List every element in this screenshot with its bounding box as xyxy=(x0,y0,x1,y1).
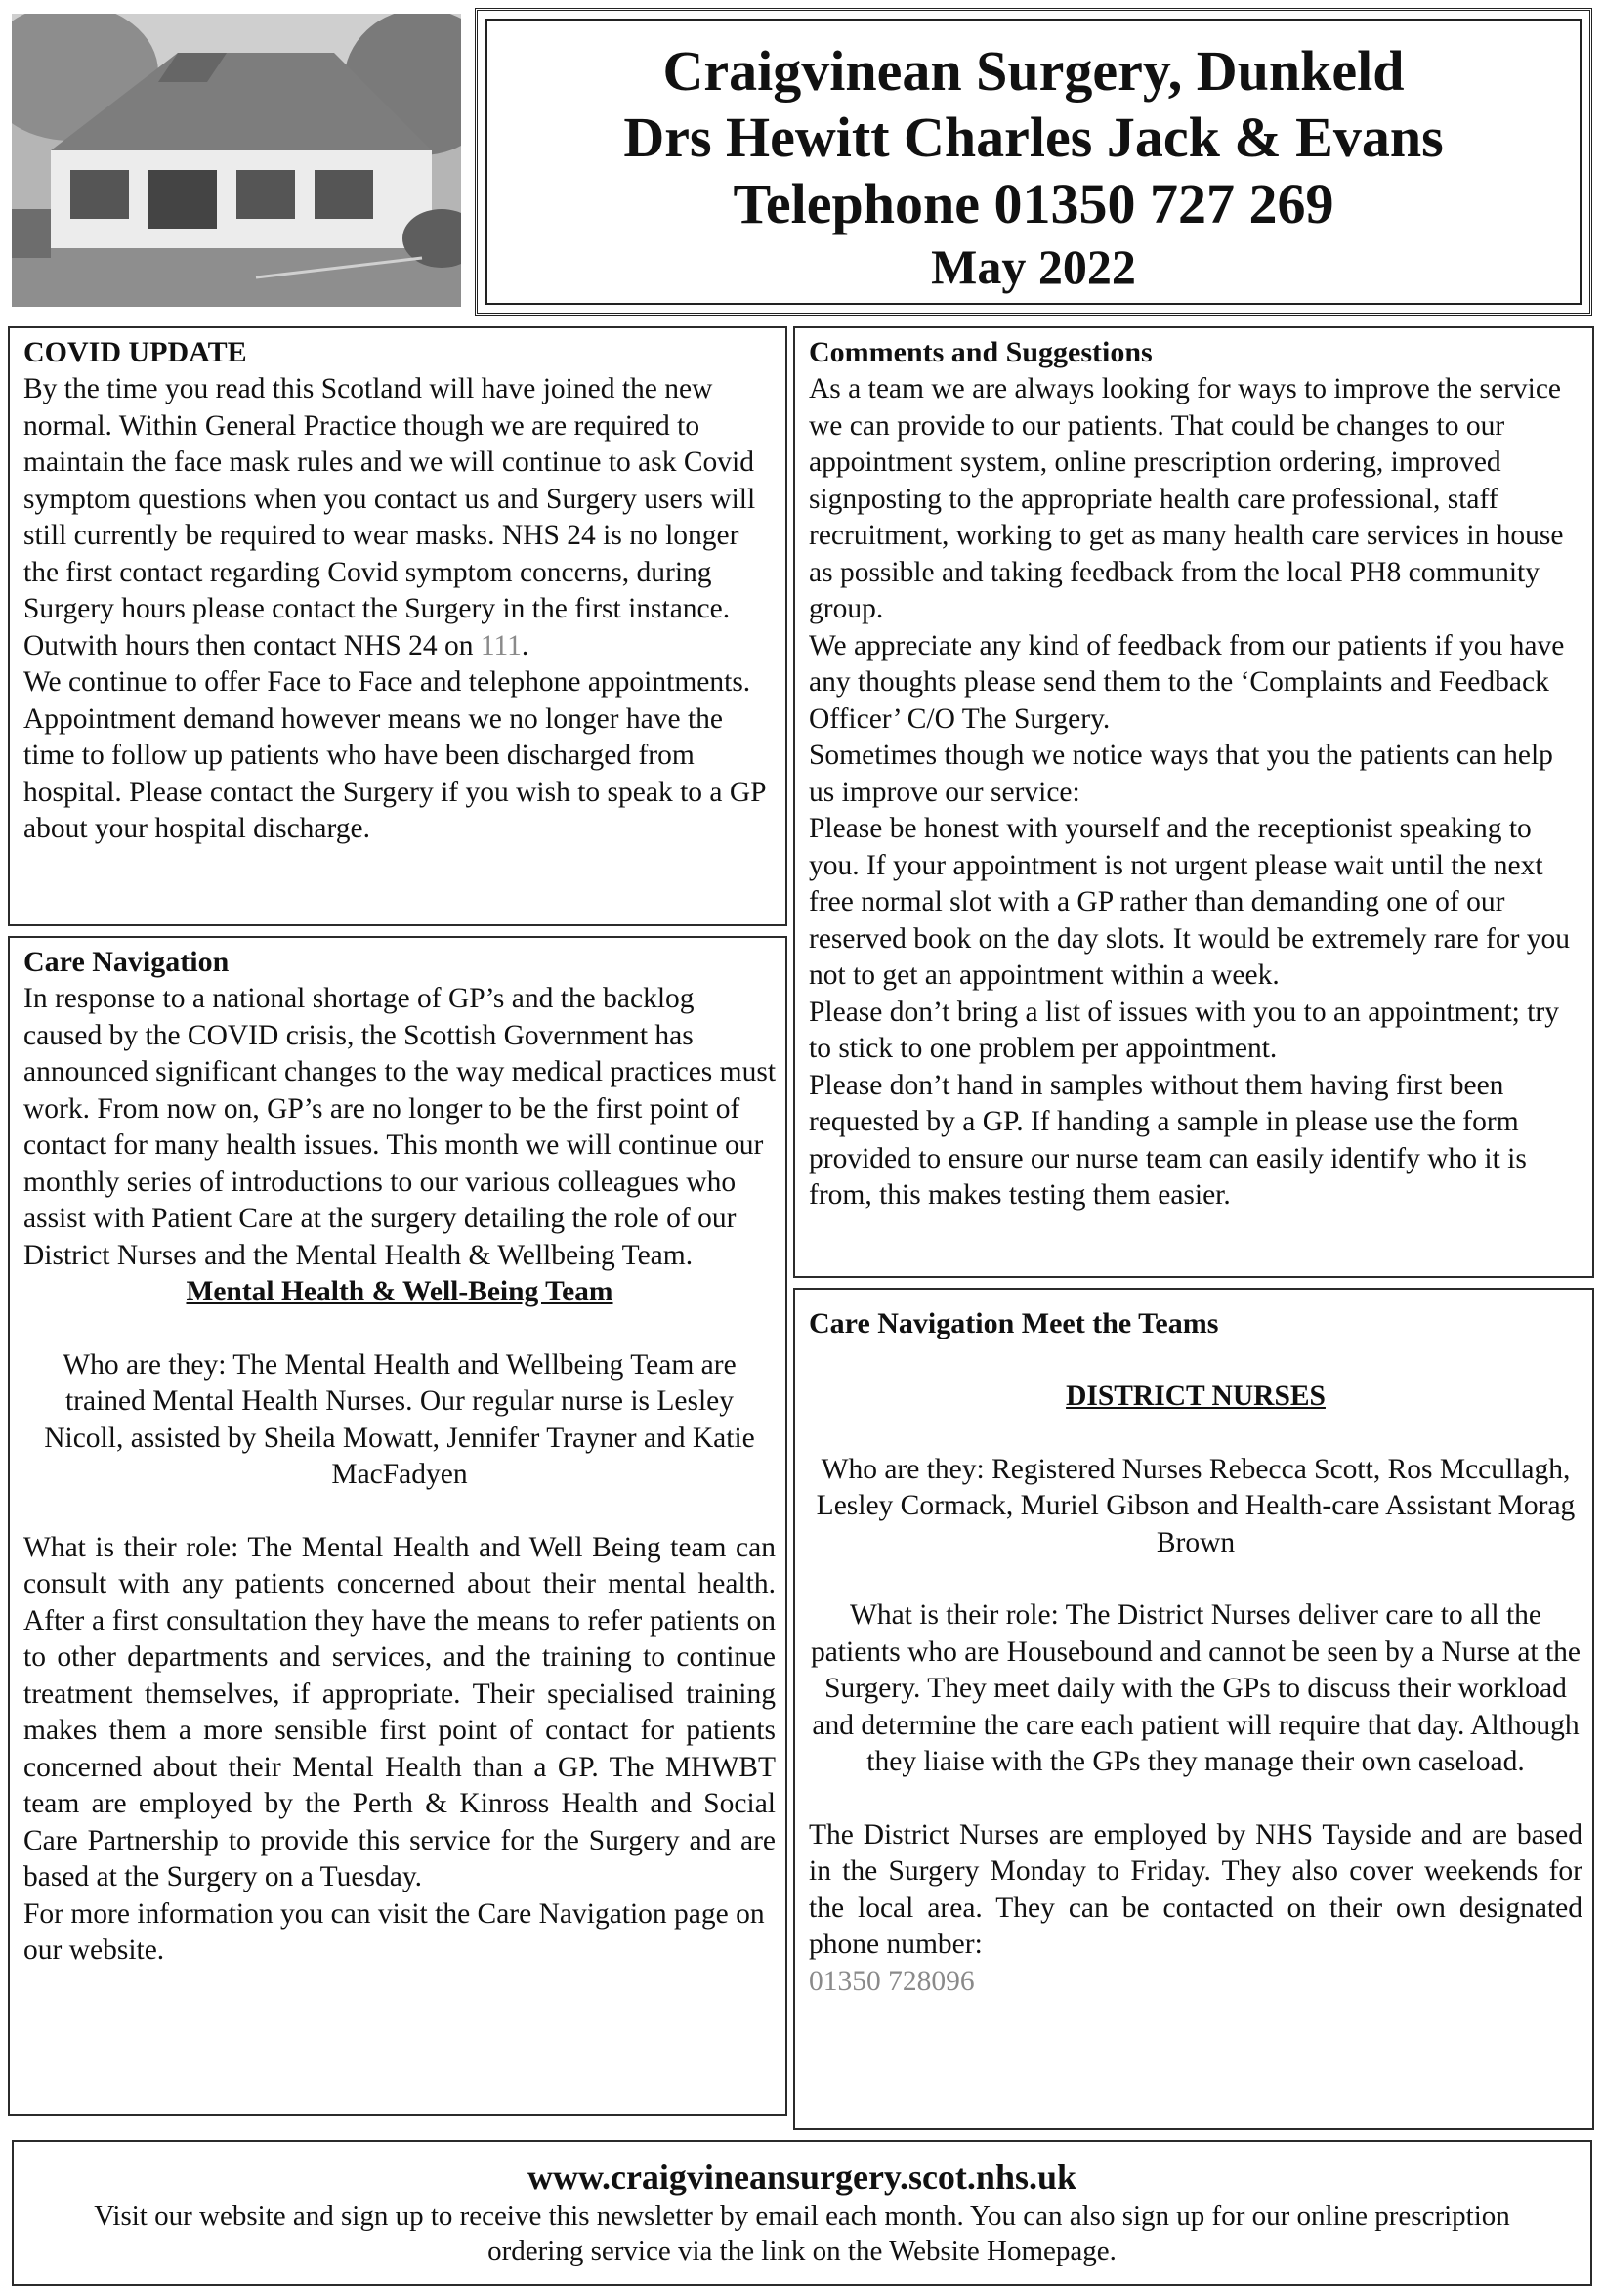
spacer xyxy=(809,1416,1582,1452)
surgery-building-image xyxy=(12,14,461,307)
covid-update-title: COVID UPDATE xyxy=(23,336,247,368)
care-navigation-title: Care Navigation xyxy=(23,946,230,978)
newsletter-footer xyxy=(12,2140,1592,2286)
covid-update-body-2: We continue to offer Face to Face and telephone appointments. Appointment demand however means we no longer have the time to follow up patients who have been discharged from hospital. Please contact the Surgery if you wish to speak to a GP about your hospital discharge. xyxy=(23,666,766,844)
newsletter-date: May 2022 xyxy=(931,239,1136,294)
care-navigation-body: In response to a national shortage of GP’s and the backlog caused by the COVID crisis, the Scottish Government has announced significant changes to the way medical practices must work. From now on, GP’s are no longer to be the first point of contact for many health issues. This month we will continue our monthly series of introductions to our various colleagues who assist with Patient Care at the surgery detailing the role of our District Nurses and the Mental Health & Wellbeing Team. xyxy=(23,983,777,1271)
covid-update-section xyxy=(8,326,787,926)
header-inner-frame xyxy=(485,19,1582,305)
covid-body-end: . xyxy=(521,629,529,661)
spacer xyxy=(23,1311,776,1347)
surgery-photo xyxy=(12,14,461,307)
district-nurses-title: DISTRICT NURSES xyxy=(1066,1381,1326,1412)
comments-title: Comments and Suggestions xyxy=(809,336,1153,368)
telephone-line: Telephone 01350 727 269 xyxy=(733,172,1334,235)
nhs24-number: 111 xyxy=(480,629,522,661)
district-nurses-employed: The District Nurses are employed by NHS Tayside and are based in the Surgery Monday to Friday. They also cover weekends for the local area. They can be contacted on their own designated phone number: xyxy=(809,1818,1582,1960)
website-url[interactable]: www.craigvineansurgery.scot.nhs.uk xyxy=(527,2157,1077,2196)
district-nurses-phone: 01350 728096 xyxy=(809,1965,975,1997)
mental-health-role: What is their role: The Mental Health and Well Being team can consult with any patients concerned about their mental health. After a first consultation they have the means to refer patients on to other departments and services, and the training to continue treatment themselves, if appropriate. Their specialised training makes them a more sensible first point of contact for patients concerned about their Mental Health than a GP. The MHWBT team are employed by the Perth & Kinross Health and Social Care Partnership to provide this service for the Surgery and are based at the Surgery on a Tuesday. xyxy=(23,1531,776,1892)
comments-paragraph-6: Please don’t hand in samples without them having first been requested by a GP. If handing a sample in please use the form provided to ensure our nurse team can easily identify who it is from, this makes testing them easier. xyxy=(809,1069,1527,1211)
covid-body-text: By the time you read this Scotland will have joined the new normal. Within General Practice though we are required to maintain the face mask rules and we will continue to ask Covid symptom questions when you contact us and Surgery users will still currently be required to wear masks. NHS 24 is no longer the first contact regarding Covid symptom concerns, during Surgery hours please contact the Surgery in the first instance. Outwith hours then contact NHS 24 on xyxy=(23,373,756,661)
meet-the-teams-section xyxy=(793,1288,1594,2130)
district-nurses-role: What is their role: The District Nurses deliver care to all the patients who are Housebound and cannot be seen by a Nurse at the Surgery. They meet daily with the GPs to discuss their workload and determine the care each patient will require that day. Although they liaise with the GPs they manage their own caseload. xyxy=(810,1599,1582,1777)
comments-suggestions-section xyxy=(793,326,1594,1278)
mental-health-team-title: Mental Health & Well-Being Team xyxy=(186,1276,613,1307)
care-navigation-section xyxy=(8,936,787,2116)
comments-paragraph-1: As a team we are always looking for ways to improve the service we can provide to our patients. That could be changes to our appointment system, online prescription ordering, improved signposting to the appropriate health care professional, staff recruitment, working to get as many health care services in house as possible and taking feedback from the local PH8 community group. xyxy=(809,373,1564,624)
surgery-name: Craigvinean Surgery, Dunkeld xyxy=(662,39,1405,103)
comments-paragraph-5: Please don’t bring a list of issues with you to an appointment; try to stick to one problem per appointment. xyxy=(809,996,1560,1064)
footer-signup-text: Visit our website and sign up to receive this newsletter by email each month. You can also sign up for our online prescription ordering service via the link on the Website Homepage. xyxy=(94,2200,1510,2267)
care-navigation-more-info: For more information you can visit the Care Navigation page on our website. xyxy=(23,1897,765,1966)
spacer xyxy=(809,1342,1582,1379)
newsletter-header xyxy=(475,8,1592,316)
spacer xyxy=(23,1494,776,1530)
district-nurses-who: Who are they: Registered Nurses Rebecca Scott, Ros Mccullagh, Lesley Cormack, Muriel Gibson and Health-care Assistant Morag Brown xyxy=(816,1453,1576,1558)
covid-update-body xyxy=(23,371,776,664)
comments-paragraph-3: Sometimes though we notice ways that you the patients can help us improve our service: xyxy=(809,740,1553,808)
mental-health-who: Who are they: The Mental Health and Wellbeing Team are trained Mental Health Nurses. Our regular nurse is Lesley Nicoll, assisted by Sheila Mowatt, Jennifer Trayner and Katie MacFadyen xyxy=(44,1348,755,1490)
comments-paragraph-4: Please be honest with yourself and the receptionist speaking to you. If your appointment is not urgent please wait until the next free normal slot with a GP rather than demanding one of our reserved book on the day slots. It would be extremely rare for you not to get an appointment within a week. xyxy=(809,813,1571,991)
meet-teams-title: Care Navigation Meet the Teams xyxy=(809,1307,1219,1339)
doctors-names: Drs Hewitt Charles Jack & Evans xyxy=(623,106,1444,169)
spacer xyxy=(809,1561,1582,1597)
comments-paragraph-2: We appreciate any kind of feedback from our patients if you have any thoughts please send them to the ‘Complaints and Feedback Officer’ C/O The Surgery. xyxy=(809,629,1565,735)
spacer xyxy=(809,1781,1582,1817)
